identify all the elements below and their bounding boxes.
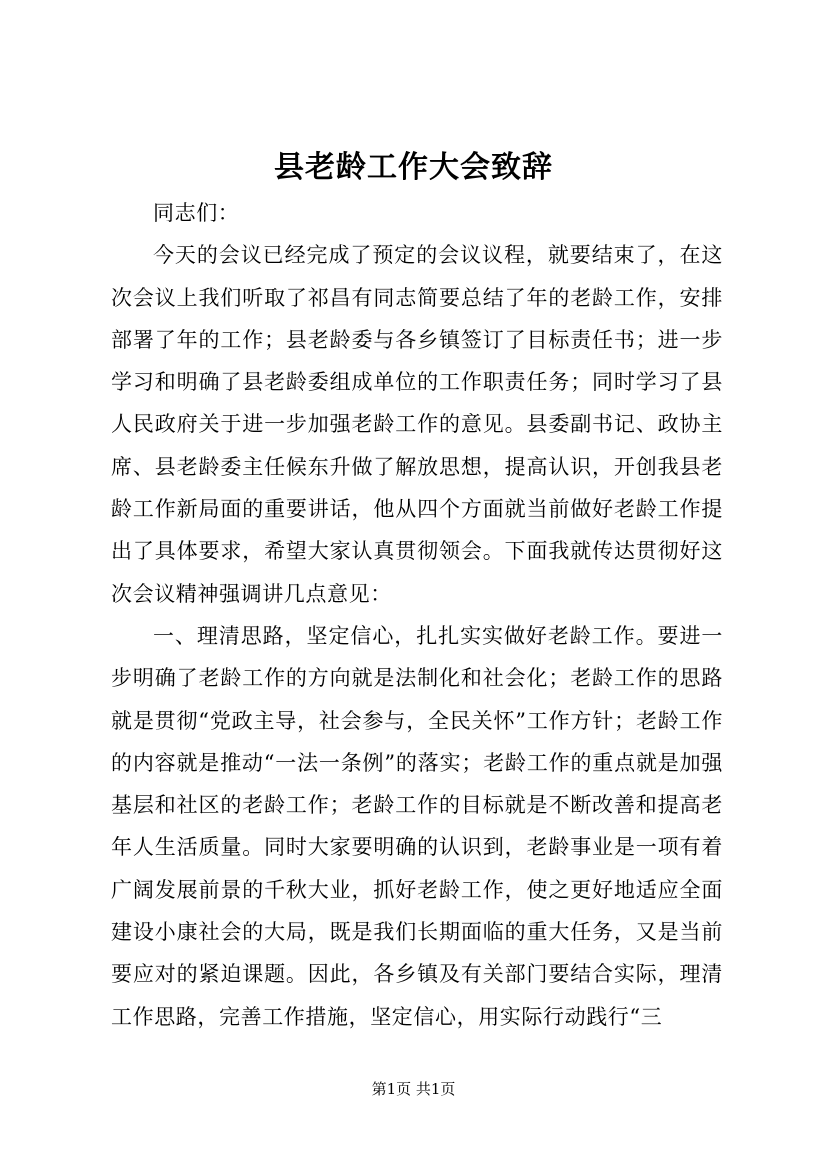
salutation-paragraph: 同志们： [153,201,240,225]
document-body [111,192,723,1038]
body-paragraph: 今天的会议已经完成了预定的会议议程，就要结束了，在这次会议上我们听取了祁昌有同志简要总结了年的老龄工作，安排部署了年的工作；县老龄委与各乡镇签订了目标责任书；进一步学习和明确了县老龄委组成单位的工作职责任务；同时学习了县人民政府关于进一步加强老龄工作的意见。县委副书记、政协主席、县老龄委主任候东升做了解放思想，提高认识，开创我县老龄工作新局面的重要讲话，他从四个方面就当前做好老龄工作提出了具体要求，希望大家认真贯彻领会。下面我就传达贯彻好这次会议精神强调讲几点意见： [111,243,723,606]
body-paragraph: 一、理清思路，坚定信心，扎扎实实做好老龄工作。要进一步明确了老龄工作的方向就是法制化和社会化；老龄工作的思路就是贯彻“党政主导，社会参与，全民关怀”工作方针；老龄工作的内容就是推动“一法一条例”的落实；老龄工作的重点就是加强基层和社区的老龄工作；老龄工作的目标就是不断改善和提高老年人生活质量。同时大家要明确的认识到，老龄事业是一项有着广阔发展前景的千秋大业，抓好老龄工作，使之更好地适应全面建设小康社会的大局，既是我们长期面临的重大任务，又是当前要应对的紧迫课题。因此，各乡镇及有关部门要结合实际，理清工作思路，完善工作措施，坚定信心，用实际行动践行“三 [111,623,723,1029]
page-footer: 第1页 共1页 [371,1080,456,1098]
document-title: 县老龄工作大会致辞 [274,150,553,185]
